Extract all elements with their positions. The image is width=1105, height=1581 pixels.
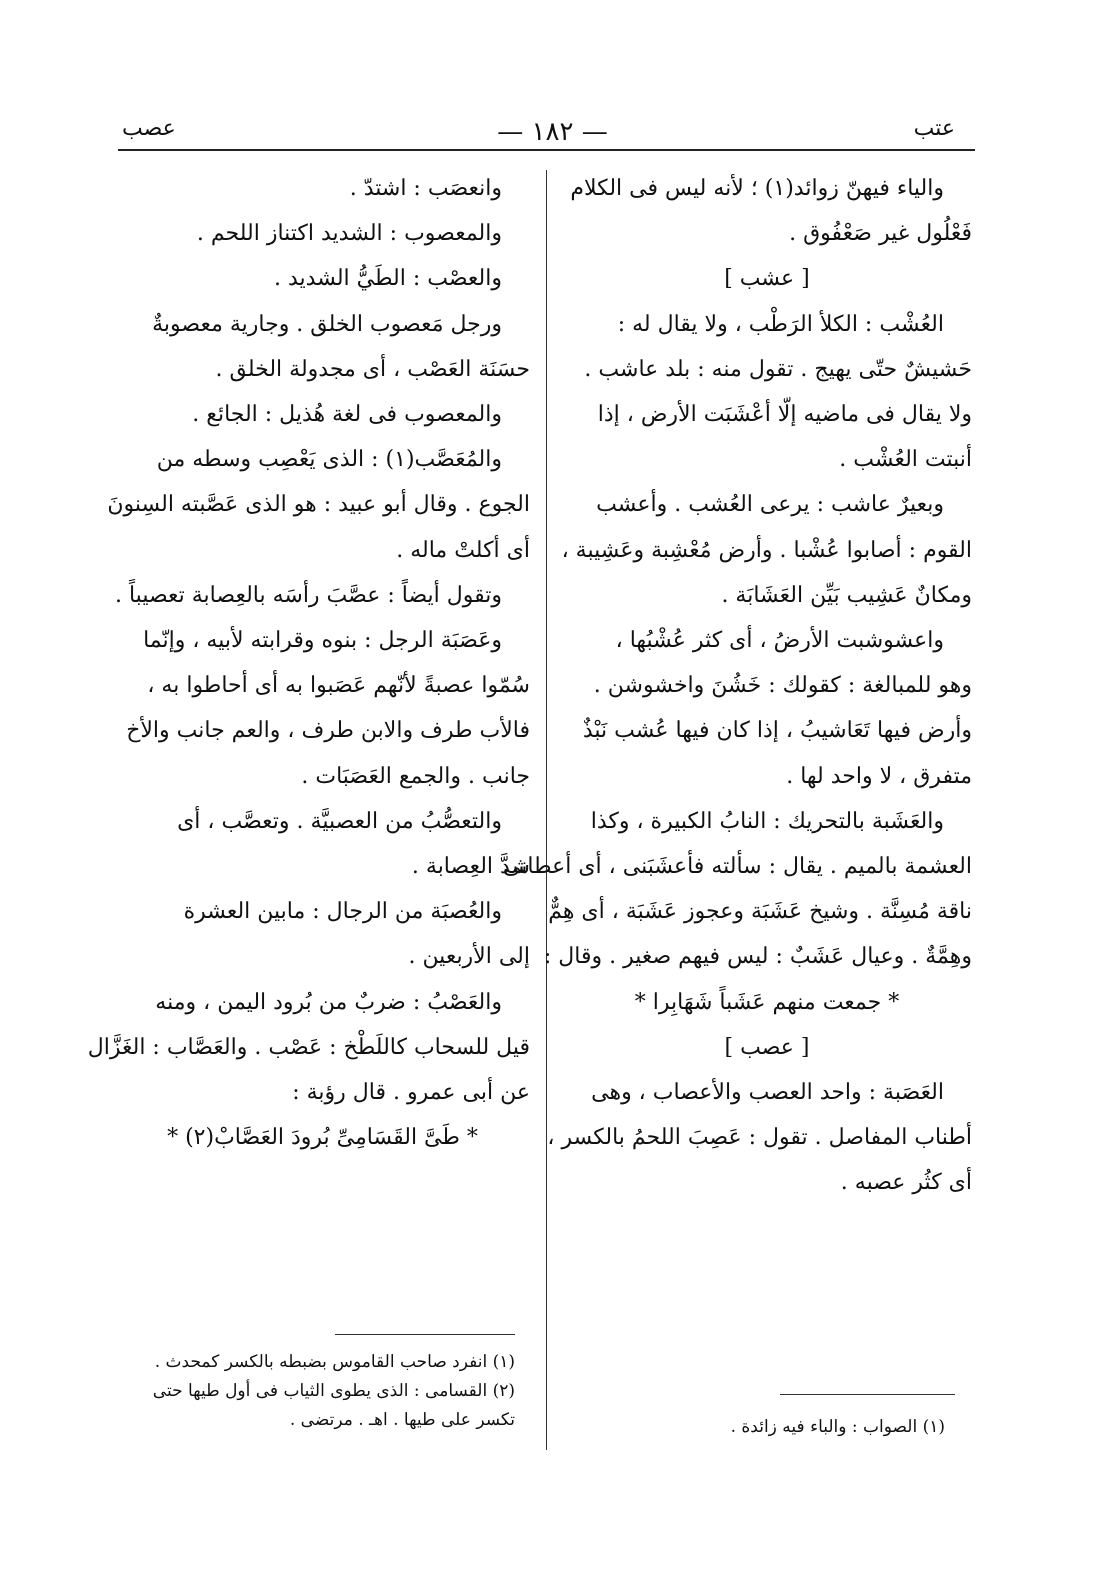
footnote-rule <box>780 1394 955 1395</box>
verse-line: * جمعت منهم عَشَباً شَهَابِرا * <box>634 989 900 1015</box>
text-line: ناقة مُسِنَّة . وشيخ عَشَبَة وعجوز عَشَبَة ، أى هِمٌّ <box>548 899 972 925</box>
text-line: سُمّوا عصبةً لأنّهم عَصَبوا به أى أحاطوا به ، <box>147 673 530 699</box>
footnotes-left <box>120 1348 515 1435</box>
text-line: وعَصَبَة الرجل : بنوه وقرابته لأبيه ، وإنّما <box>143 628 502 654</box>
text-line: وهو للمبالغة : كقولك : خَشُنَ واخشوشن . <box>593 673 972 699</box>
text-line: الجوع . وقال أبو عبيد : هو الذى عَصَّبته السِنونَ <box>107 492 530 518</box>
footnotes-right <box>600 1413 945 1442</box>
text-line: وأرض فيها تَعَاشيبُ ، إذا كان فيها عُشب نَبْذٌ <box>582 718 972 744</box>
text-line: شدَّ العِصابة . <box>411 854 530 880</box>
text-line: ورجل مَعصوب الخلق . وجارية معصوبةٌ <box>152 311 502 337</box>
footnote: تكسر على طيها . اهـ . مرتضى . <box>289 1410 515 1430</box>
column-divider <box>546 170 547 1450</box>
text-line: العُشْب : الكلأ الرَطْب ، ولا يقال له : <box>617 311 944 337</box>
text-line: ولا يقال فى ماضيه إلّا أعْشَبَت الأرض ، إذا <box>597 402 972 428</box>
section-heading: [ عصب ] <box>724 1034 810 1060</box>
text-line: والمعصوب : الشديد اكتناز اللحم . <box>196 221 502 247</box>
text-line: أى أكلتْ ماله . <box>396 537 530 563</box>
text-line: واعشوشبت الأرضُ ، أى كثر عُشْبُها ، <box>615 628 944 654</box>
text-line: حسَنَة العَصْب ، أى مجدولة الخلق . <box>215 356 530 382</box>
text-line: العَصَبة : واحد العصب والأعصاب ، وهى <box>591 1080 944 1106</box>
text-line: القوم : أصابوا عُشْبا . وأرض مُعْشِبة وعَشِيبة ، <box>561 537 972 563</box>
text-line: فَعْلُول غير صَعْفُوق . <box>789 221 972 247</box>
text-line: والعَصْبُ : ضربٌ من بُرود اليمن ، ومنه <box>155 989 502 1015</box>
section-heading: [ عشب ] <box>724 266 810 292</box>
verse-line: * طَىَّ القَسَامِىِّ بُرودَ العَصَّابْ(٢) * <box>167 1125 478 1151</box>
text-line: فالأب طرف والابن طرف ، والعم جانب والأخ <box>126 718 530 744</box>
text-line: حَشيشٌ حتّى يهيج . تقول منه : بلد عاشب . <box>584 356 972 382</box>
text-line: قيل للسحاب كاللَطْخ : عَصْب . والعَصَّاب : الغَزَّال <box>87 1034 530 1060</box>
text-line: وهِمَّةٌ . وعيال عَشَبٌ : ليس فيهم صغير . وقال : <box>543 944 972 970</box>
footnote-rule <box>335 1334 515 1335</box>
text-line: ومكانٌ عَشِيب بَيِّن العَشَابَة . <box>721 582 972 608</box>
text-line: أطناب المفاصل . تقول : عَصِبَ اللحمُ بالكسر ، <box>547 1125 972 1151</box>
text-line: والعُصبَة من الرجال : مابين العشرة <box>183 899 502 925</box>
footnote: (١) الصواب : والباء فيه زائدة . <box>730 1417 945 1437</box>
text-line: والياء فيهنّ زوائد(١) ؛ لأنه ليس فى الكلام <box>570 176 944 201</box>
footnote: (٢) القسامى : الذى يطوى الثياب فى أول طيها حتى <box>152 1381 515 1401</box>
text-line: أنبتت العُشْب . <box>839 447 972 473</box>
text-line: والعَشَبة بالتحريك : النابُ الكبيرة ، وكذا <box>590 808 944 834</box>
text-line: والتعصُّبُ من العصبيَّة . وتعصَّب ، أى <box>177 808 502 834</box>
text-line: والعصْب : الطَيُّ الشديد . <box>274 266 502 292</box>
text-line: وبعيرٌ عاشب : يرعى العُشب . وأعشب <box>596 492 944 518</box>
text-line: والمعصوب فى لغة هُذيل : الجائع . <box>192 402 502 428</box>
header-right-keyword: عتب <box>913 115 955 141</box>
text-line: وانعصَب : اشتدّ . <box>349 176 502 201</box>
header-rule <box>118 149 975 151</box>
left-column <box>87 166 530 1160</box>
text-line: العشمة بالميم . يقال : سألته فأعشَبَنى ، أى أعطانى <box>502 854 972 880</box>
footnote: (١) انفرد صاحب القاموس بضبطه بالكسر كمحدث . <box>154 1352 515 1372</box>
text-line: إلى الأربعين . <box>408 944 530 970</box>
page-number: — ١٨٢ — <box>497 117 608 147</box>
text-line: والمُعَصَّب(١) : الذى يَعْصِب وسطه من <box>156 447 502 473</box>
text-line: وتقول أيضاً : عصَّبَ رأسَه بالعِصابة تعصيباً . <box>114 582 502 608</box>
text-line: أى كثُر عصبه . <box>840 1170 972 1196</box>
text-line: متفرق ، لا واحد لها . <box>786 763 972 789</box>
right-column <box>502 166 972 1206</box>
text-line: جانب . والجمع العَصَبَات . <box>301 763 530 789</box>
header-left-keyword: عصب <box>122 115 176 141</box>
text-line: عن أبى عمرو . قال رؤبة : <box>292 1080 530 1106</box>
